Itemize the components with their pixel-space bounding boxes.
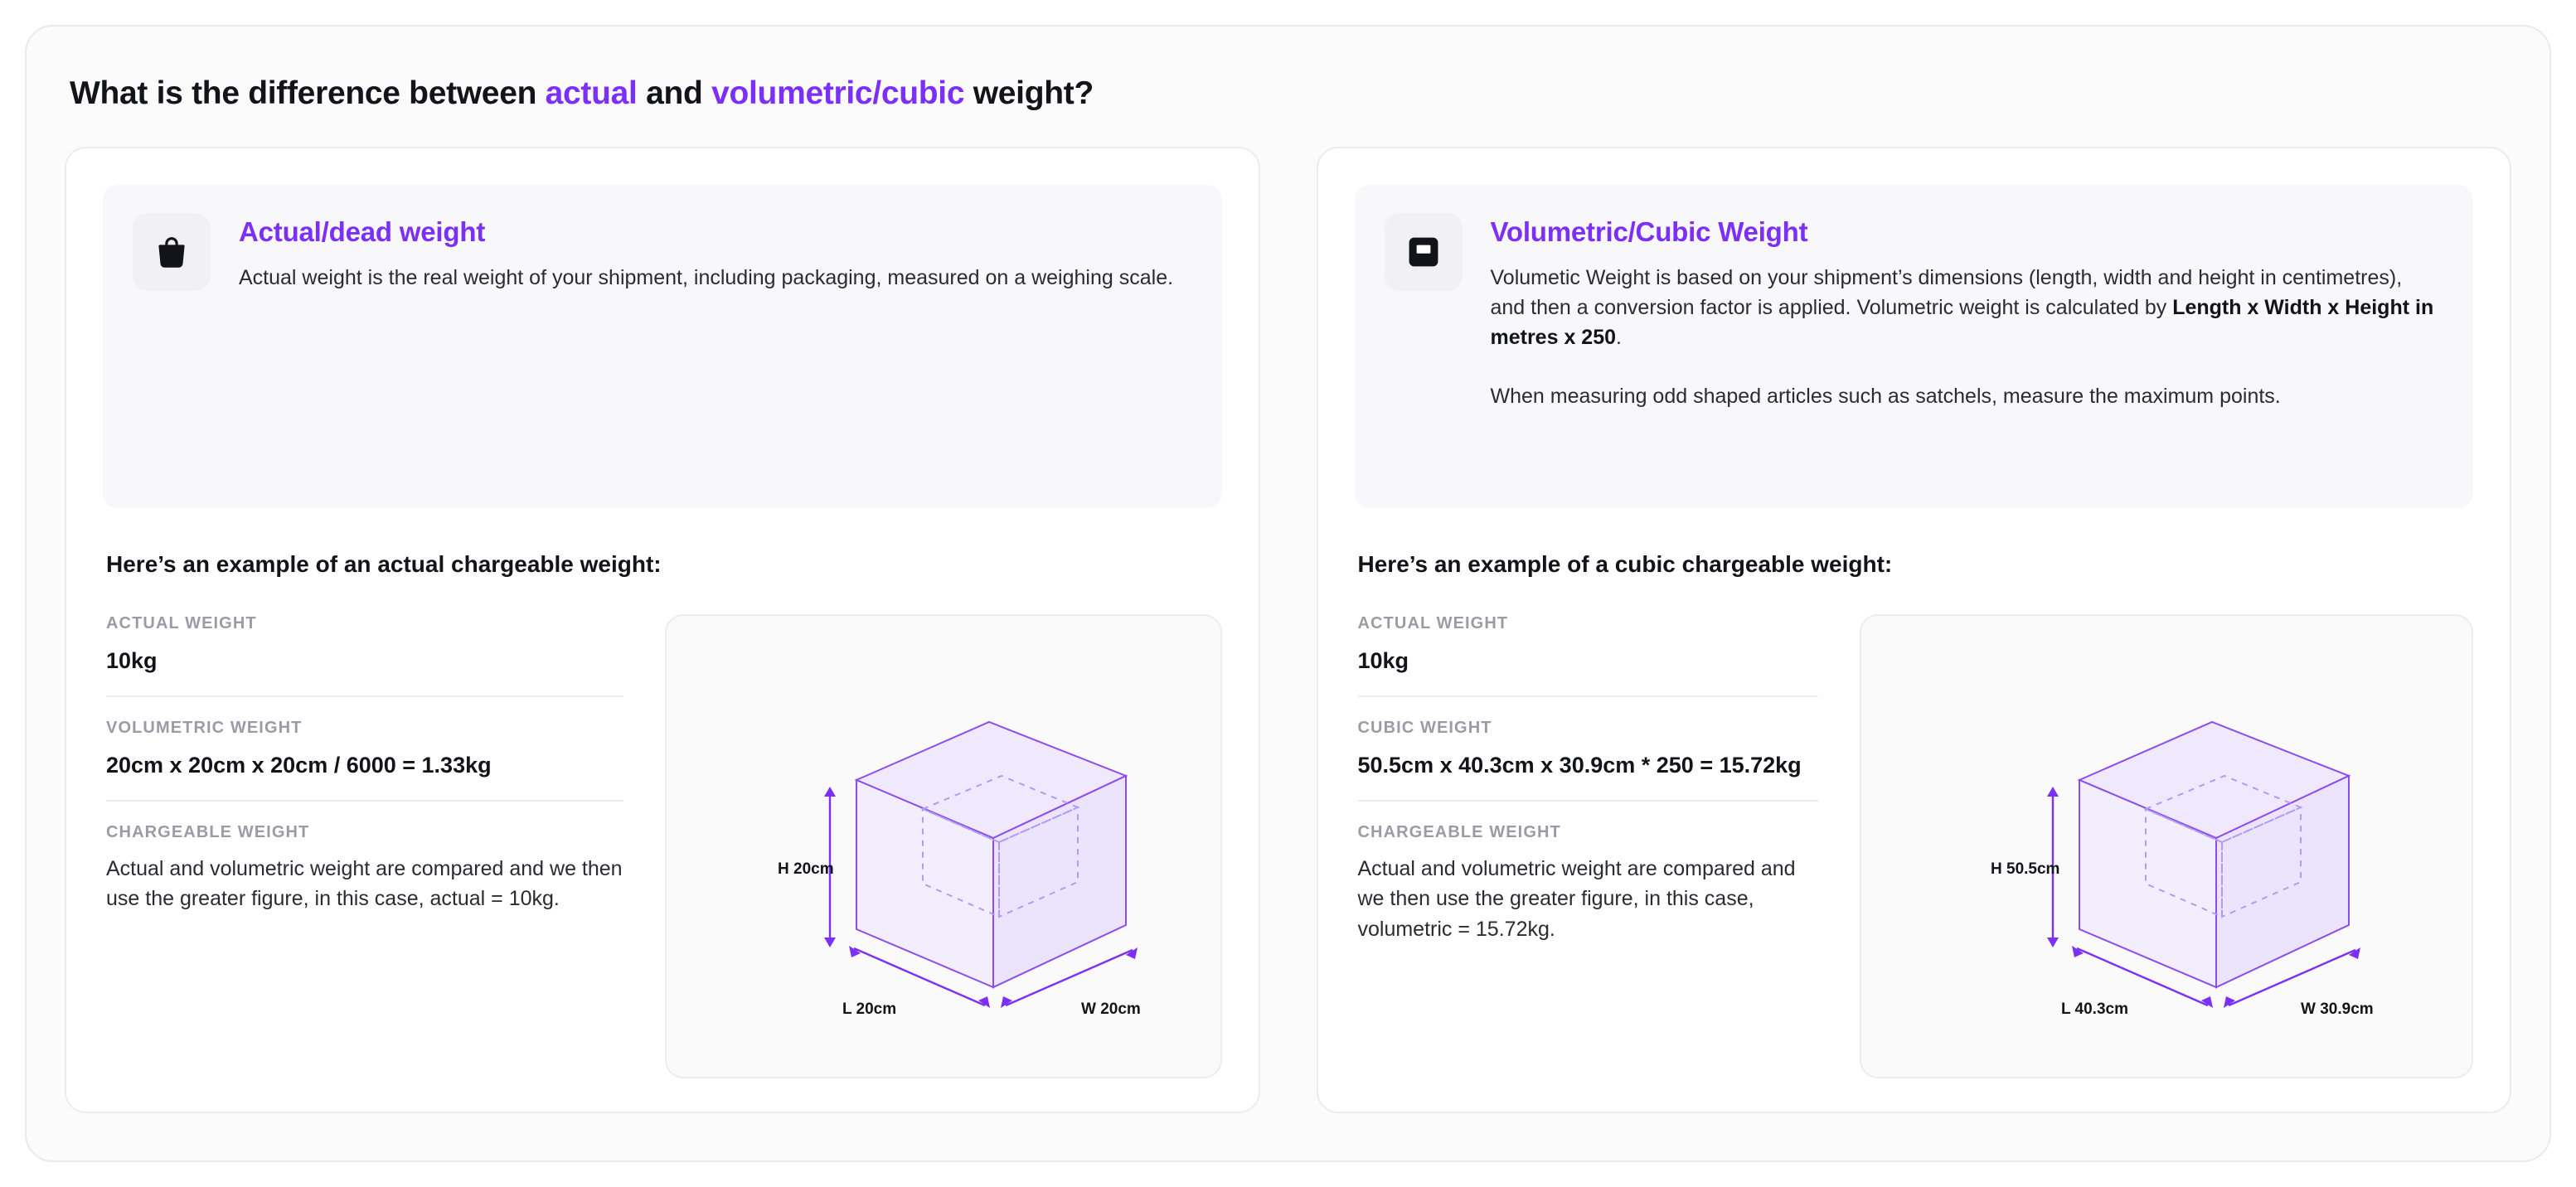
stat-value: 20cm x 20cm x 20cm / 6000 = 1.33kg (106, 752, 492, 778)
bag-icon-container (133, 213, 211, 291)
actual-weight-intro (103, 185, 1222, 508)
actual-example-content (103, 614, 1222, 1078)
page-title-accent-volumetric: volumetric/cubic (711, 75, 965, 111)
stat-value: 10kg (1357, 647, 1409, 673)
cube-diagram-left (665, 614, 1222, 1078)
cards-row (65, 147, 2511, 1113)
length-label: L 40.3cm (2061, 1000, 2128, 1018)
volumetric-weight-body-1 (1491, 263, 2436, 353)
stat-chargeable-weight (106, 823, 623, 914)
box-icon (1406, 235, 1441, 269)
page-title-accent-actual: actual (545, 75, 638, 111)
width-label: W 30.9cm (2301, 1000, 2374, 1018)
stat-label: ACTUAL WEIGHT (106, 613, 257, 632)
bag-icon (154, 235, 189, 269)
box-icon-container (1385, 213, 1463, 291)
height-label: H 20cm (777, 860, 834, 878)
length-label: L 20cm (842, 1000, 896, 1018)
page-title-part-3: weight? (964, 75, 1094, 111)
cubic-example-content (1355, 614, 2474, 1078)
stat-cubic-weight (1358, 719, 1819, 802)
actual-weight-body: Actual weight is the real weight of your shipment, including packaging, measured on a weighing scale. (239, 265, 1174, 289)
stat-actual-weight (1358, 614, 1819, 697)
page-title-part-1: What is the difference between (70, 75, 546, 111)
page-title-part-2: and (637, 75, 712, 111)
actual-stats-list (103, 614, 623, 914)
stat-label: CHARGEABLE WEIGHT (106, 823, 310, 842)
cubic-example-heading: Here’s an example of a cubic chargeable weight: (1357, 550, 1893, 577)
volumetric-weight-body-2: When measuring odd shaped articles such as satchels, measure the maximum points. (1490, 384, 2281, 408)
stat-value: 10kg (106, 647, 158, 673)
volumetric-weight-intro-text (1491, 213, 2436, 478)
stat-value: 50.5cm x 40.3cm x 30.9cm * 250 = 15.72kg (1357, 752, 1802, 778)
volumetric-weight-card (1317, 147, 2512, 1113)
volumetric-weight-title: Volumetric/Cubic Weight (1490, 216, 1808, 247)
actual-example-heading: Here’s an example of an actual chargeable weight: (106, 550, 662, 577)
stat-actual-weight (106, 614, 623, 697)
stat-volumetric-weight (106, 719, 623, 802)
actual-weight-title: Actual/dead weight (239, 216, 486, 247)
stat-chargeable-weight (1358, 823, 1819, 944)
actual-weight-card (65, 147, 1260, 1113)
actual-weight-intro-text (239, 213, 1173, 478)
cube-diagram-right (1860, 614, 2473, 1078)
stat-label: VOLUMETRIC WEIGHT (106, 718, 303, 737)
cubic-stats-list (1355, 614, 1819, 944)
content-panel (25, 25, 2551, 1162)
stat-value: Actual and volumetric weight are compared and we then use the greater figure, in this case, actual = 10kg. (106, 857, 623, 911)
height-label: H 50.5cm (1991, 860, 2060, 878)
volumetric-weight-intro (1355, 185, 2474, 508)
stat-label: CHARGEABLE WEIGHT (1357, 823, 1561, 842)
volumetric-body-formula: Length x Width x Height in metres x 250 (1490, 296, 2434, 350)
stat-label: ACTUAL WEIGHT (1357, 613, 1509, 632)
stat-label: CUBIC WEIGHT (1357, 718, 1492, 737)
width-label: W 20cm (1080, 1000, 1141, 1018)
volumetric-body-pre: Volumetic Weight is based on your shipment’s dimensions (length, width and height in centimetres), and then a conversion factor is applied. Volumetric weight is calculated by (1490, 265, 2403, 320)
stat-value: Actual and volumetric weight are compared and we then use the greater figure, in this case, volumetric = 15.72kg. (1357, 857, 1796, 941)
volumetric-body-post: . (1616, 326, 1622, 350)
page-title (70, 75, 2511, 114)
